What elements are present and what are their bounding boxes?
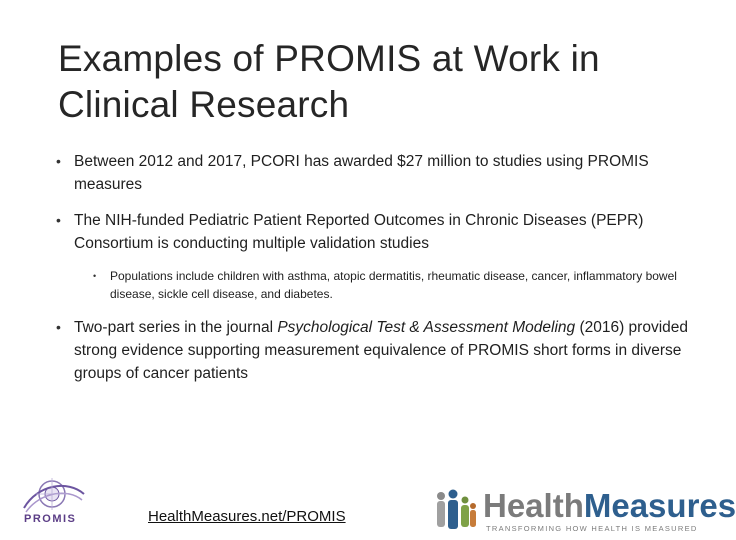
bullet-pepr-text: The NIH-funded Pediatric Patient Reported Outcomes in Chronic Diseases (PEPR) Consortium is conducting multiple validation studies [74, 212, 644, 252]
healthmeasures-promis-link[interactable]: HealthMeasures.net/PROMIS [148, 508, 346, 525]
promis-globe-icon [18, 474, 90, 516]
people-family-icon [432, 487, 478, 533]
bullet-list [56, 150, 696, 398]
bullet-journal-before: Two-part series in the journal [74, 319, 278, 336]
bullet-journal [56, 316, 696, 385]
bullet-pcori: • Between 2012 and 2017, PCORI has awarded $27 million to studies using PROMIS measures [56, 150, 696, 196]
healthmeasures-logo [432, 487, 736, 535]
promis-logo-text: PROMIS [24, 513, 77, 525]
bullet-journal-after: (2016) provided strong evidence supporting measurement equivalence of PROMIS short forms in diverse groups of cancer patients [74, 319, 689, 382]
slide-title: Examples of PROMIS at Work in Clinical Research [58, 38, 600, 125]
promis-logo [18, 474, 90, 534]
journal-title: Psychological Test & Assessment Modeling [277, 319, 576, 336]
healthmeasures-wordmark: HealthMeasures [483, 487, 736, 524]
bullet-pepr [56, 209, 696, 303]
sub-bullet-populations: • Populations include children with asthma, atopic dermatitis, rheumatic disease, cancer, inflammatory bowel disease, sickle cell disease, and diabetes. [92, 267, 696, 303]
healthmeasures-tagline: TRANSFORMING HOW HEALTH IS MEASURED [486, 524, 698, 533]
sub-bullet-list [74, 267, 696, 303]
